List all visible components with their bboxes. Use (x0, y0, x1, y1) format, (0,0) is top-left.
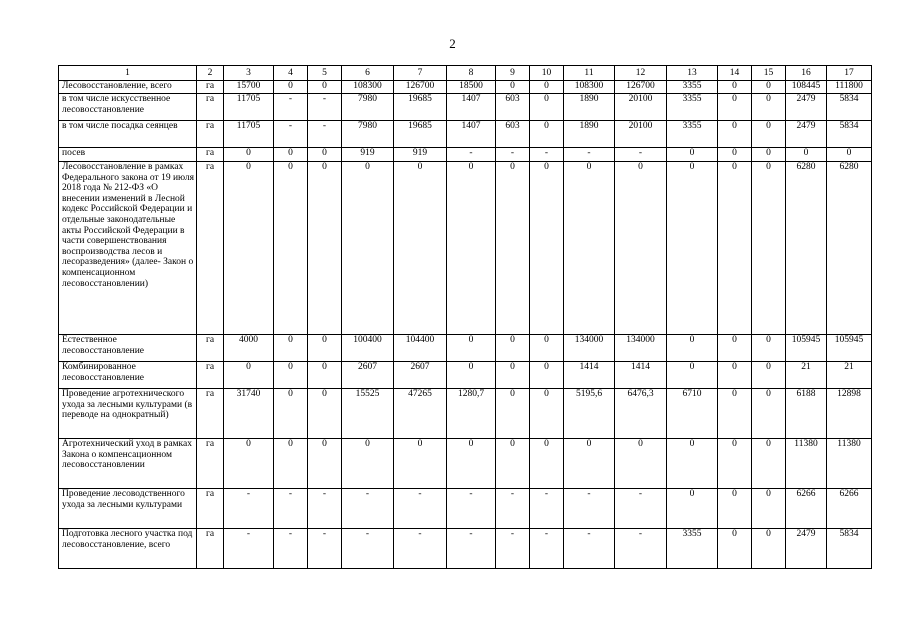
page-number: 2 (449, 36, 456, 51)
value-cell: 0 (564, 439, 615, 489)
value-cell: 0 (496, 389, 530, 439)
value-cell: 0 (447, 335, 496, 362)
value-cell: 0 (752, 81, 786, 94)
value-cell: - (530, 489, 564, 529)
value-cell: 126700 (615, 81, 667, 94)
value-cell: 4000 (224, 335, 274, 362)
value-cell: - (224, 489, 274, 529)
column-header: 6 (342, 66, 394, 81)
value-cell: 100400 (342, 335, 394, 362)
unit-cell: га (197, 439, 224, 489)
value-cell: 105945 (827, 335, 872, 362)
value-cell: - (496, 529, 530, 569)
value-cell: 19685 (394, 121, 447, 148)
value-cell: - (274, 121, 308, 148)
value-cell: 0 (530, 81, 564, 94)
value-cell: - (308, 94, 342, 121)
value-cell: 0 (718, 121, 752, 148)
column-header: 4 (274, 66, 308, 81)
value-cell: - (615, 489, 667, 529)
column-header: 8 (447, 66, 496, 81)
value-cell: 2479 (786, 121, 827, 148)
table-row (59, 121, 872, 148)
value-cell: 1414 (564, 362, 615, 389)
column-header: 17 (827, 66, 872, 81)
value-cell: 108445 (786, 81, 827, 94)
column-header: 1 (59, 66, 197, 81)
value-cell: 0 (752, 362, 786, 389)
value-cell: 0 (752, 529, 786, 569)
value-cell: 19685 (394, 94, 447, 121)
value-cell: 919 (342, 148, 394, 162)
value-cell: 0 (496, 362, 530, 389)
value-cell: - (615, 148, 667, 162)
value-cell: 0 (274, 148, 308, 162)
value-cell: 0 (752, 389, 786, 439)
row-label-cell: Комбинированное лесовосстановление (59, 362, 197, 389)
value-cell: 1890 (564, 94, 615, 121)
unit-cell: га (197, 362, 224, 389)
value-cell: - (274, 489, 308, 529)
value-cell: 0 (224, 362, 274, 389)
unit-cell: га (197, 335, 224, 362)
value-cell: 0 (718, 94, 752, 121)
table-row (59, 362, 872, 389)
row-label-cell: в том числе посадка сеянцев (59, 121, 197, 148)
value-cell: 11705 (224, 121, 274, 148)
value-cell: 0 (752, 439, 786, 489)
column-header: 2 (197, 66, 224, 81)
unit-cell: га (197, 529, 224, 569)
value-cell: 0 (530, 439, 564, 489)
table-row (59, 148, 872, 162)
value-cell: 0 (342, 439, 394, 489)
value-cell: 6710 (667, 389, 718, 439)
value-cell: 104400 (394, 335, 447, 362)
value-cell: - (274, 94, 308, 121)
row-label-cell: Подготовка лесного участка под лесовосстановление, всего (59, 529, 197, 569)
table-row (59, 94, 872, 121)
row-label-cell: Лесовосстановление, всего (59, 81, 197, 94)
value-cell: 15525 (342, 389, 394, 439)
value-cell: 21 (786, 362, 827, 389)
value-cell: - (447, 489, 496, 529)
value-cell: 0 (718, 148, 752, 162)
value-cell: 11380 (827, 439, 872, 489)
table-row (59, 439, 872, 489)
value-cell: - (564, 148, 615, 162)
value-cell: 3355 (667, 81, 718, 94)
value-cell: 0 (615, 439, 667, 489)
value-cell: 0 (447, 162, 496, 335)
value-cell: 0 (718, 529, 752, 569)
value-cell: - (447, 529, 496, 569)
row-label-cell: Проведение агротехнического ухода за лесными культурами (в переводе на однократный) (59, 389, 197, 439)
value-cell: 0 (224, 148, 274, 162)
value-cell: 0 (308, 362, 342, 389)
value-cell: 2607 (342, 362, 394, 389)
value-cell: 5834 (827, 121, 872, 148)
value-cell: 3355 (667, 529, 718, 569)
value-cell: 1407 (447, 94, 496, 121)
value-cell: - (564, 529, 615, 569)
value-cell: 0 (274, 362, 308, 389)
value-cell: 0 (752, 148, 786, 162)
value-cell: - (530, 148, 564, 162)
value-cell: 0 (667, 489, 718, 529)
value-cell: - (274, 529, 308, 569)
column-header: 11 (564, 66, 615, 81)
value-cell: 0 (274, 335, 308, 362)
value-cell: 603 (496, 121, 530, 148)
value-cell: 7980 (342, 94, 394, 121)
value-cell: - (615, 529, 667, 569)
value-cell: - (496, 489, 530, 529)
value-cell: - (308, 121, 342, 148)
value-cell: 11380 (786, 439, 827, 489)
value-cell: 108300 (342, 81, 394, 94)
unit-cell: га (197, 162, 224, 335)
value-cell: 0 (786, 148, 827, 162)
value-cell: 21 (827, 362, 872, 389)
value-cell: 0 (447, 439, 496, 489)
value-cell: 0 (752, 162, 786, 335)
value-cell: 1890 (564, 121, 615, 148)
row-label-cell: посев (59, 148, 197, 162)
table-header-row (59, 66, 872, 81)
value-cell: 6280 (827, 162, 872, 335)
value-cell: 0 (718, 162, 752, 335)
value-cell: 11705 (224, 94, 274, 121)
value-cell: 0 (564, 162, 615, 335)
value-cell: 15700 (224, 81, 274, 94)
value-cell: 3355 (667, 94, 718, 121)
value-cell: 0 (530, 162, 564, 335)
table-row (59, 162, 872, 335)
value-cell: 5834 (827, 529, 872, 569)
value-cell: 0 (667, 148, 718, 162)
value-cell: 0 (308, 439, 342, 489)
value-cell: - (530, 529, 564, 569)
value-cell: 0 (752, 335, 786, 362)
value-cell: 0 (667, 439, 718, 489)
value-cell: 18500 (447, 81, 496, 94)
unit-cell: га (197, 94, 224, 121)
value-cell: - (496, 148, 530, 162)
column-header: 12 (615, 66, 667, 81)
column-header: 10 (530, 66, 564, 81)
column-header: 9 (496, 66, 530, 81)
table-body (59, 81, 872, 569)
value-cell: 0 (308, 148, 342, 162)
value-cell: 0 (718, 362, 752, 389)
value-cell: 0 (752, 121, 786, 148)
value-cell: 0 (308, 162, 342, 335)
row-label-cell: Лесовосстановление в рамках Федерального закона от 19 июля 2018 года № 212-ФЗ «О внесении изменений в Лесной кодекс Российской Федерации и отдельные законодательные акты Российской Федерации в части совершенствования воспроизводства лесов и лесоразведения» (далее- Закон о компенсационном лесовосстановлении) (59, 162, 197, 335)
value-cell: 2479 (786, 94, 827, 121)
unit-cell: га (197, 81, 224, 94)
value-cell: 1414 (615, 362, 667, 389)
value-cell: 1407 (447, 121, 496, 148)
value-cell: 0 (308, 335, 342, 362)
column-header: 13 (667, 66, 718, 81)
value-cell: 0 (615, 162, 667, 335)
value-cell: 31740 (224, 389, 274, 439)
value-cell: 0 (667, 335, 718, 362)
value-cell: 0 (274, 162, 308, 335)
column-header: 5 (308, 66, 342, 81)
value-cell: 134000 (615, 335, 667, 362)
value-cell: - (394, 529, 447, 569)
value-cell: 0 (530, 389, 564, 439)
column-header: 14 (718, 66, 752, 81)
value-cell: 0 (496, 439, 530, 489)
value-cell: 0 (496, 162, 530, 335)
value-cell: 0 (530, 335, 564, 362)
value-cell: - (447, 148, 496, 162)
value-cell: 2607 (394, 362, 447, 389)
value-cell: 0 (530, 362, 564, 389)
value-cell: 6188 (786, 389, 827, 439)
row-label-cell: Проведение лесоводственного ухода за лесными культурами (59, 489, 197, 529)
unit-cell: га (197, 389, 224, 439)
column-header: 15 (752, 66, 786, 81)
value-cell: 0 (394, 439, 447, 489)
value-cell: 0 (718, 81, 752, 94)
value-cell: 12898 (827, 389, 872, 439)
row-label-cell: Естественное лесовосстановление (59, 335, 197, 362)
value-cell: 0 (308, 389, 342, 439)
column-header: 16 (786, 66, 827, 81)
value-cell: 0 (827, 148, 872, 162)
value-cell: 0 (274, 81, 308, 94)
value-cell: 105945 (786, 335, 827, 362)
value-cell: 6476,3 (615, 389, 667, 439)
value-cell: 0 (667, 162, 718, 335)
value-cell: 603 (496, 94, 530, 121)
value-cell: 919 (394, 148, 447, 162)
value-cell: - (224, 529, 274, 569)
value-cell: - (308, 489, 342, 529)
value-cell: - (394, 489, 447, 529)
value-cell: 0 (718, 389, 752, 439)
value-cell: 0 (718, 335, 752, 362)
forest-restoration-table (58, 65, 872, 569)
value-cell: 0 (752, 94, 786, 121)
value-cell: 6266 (827, 489, 872, 529)
value-cell: 0 (496, 335, 530, 362)
value-cell: 0 (718, 439, 752, 489)
value-cell: 2479 (786, 529, 827, 569)
value-cell: - (342, 489, 394, 529)
value-cell: 0 (530, 94, 564, 121)
value-cell: 6280 (786, 162, 827, 335)
value-cell: - (308, 529, 342, 569)
value-cell: 111800 (827, 81, 872, 94)
value-cell: 0 (530, 121, 564, 148)
value-cell: 20100 (615, 121, 667, 148)
value-cell: 108300 (564, 81, 615, 94)
row-label-cell: в том числе искусственное лесовосстановление (59, 94, 197, 121)
unit-cell: га (197, 489, 224, 529)
value-cell: 0 (718, 489, 752, 529)
value-cell: - (564, 489, 615, 529)
table-row (59, 335, 872, 362)
table-row (59, 489, 872, 529)
value-cell: 7980 (342, 121, 394, 148)
value-cell: 0 (752, 489, 786, 529)
value-cell: 0 (274, 439, 308, 489)
value-cell: 5195,6 (564, 389, 615, 439)
value-cell: 0 (447, 362, 496, 389)
table-row (59, 81, 872, 94)
column-header: 7 (394, 66, 447, 81)
value-cell: 3355 (667, 121, 718, 148)
value-cell: 0 (667, 362, 718, 389)
value-cell: 6266 (786, 489, 827, 529)
value-cell: 0 (342, 162, 394, 335)
row-label-cell: Агротехнический уход в рамках Закона о компенсационном лесовосстановлении (59, 439, 197, 489)
value-cell: 0 (496, 81, 530, 94)
value-cell: 1280,7 (447, 389, 496, 439)
unit-cell: га (197, 121, 224, 148)
value-cell: 20100 (615, 94, 667, 121)
value-cell: 126700 (394, 81, 447, 94)
table-row (59, 529, 872, 569)
value-cell: - (342, 529, 394, 569)
unit-cell: га (197, 148, 224, 162)
value-cell: 0 (224, 162, 274, 335)
value-cell: 0 (274, 389, 308, 439)
table-row (59, 389, 872, 439)
column-header: 3 (224, 66, 274, 81)
value-cell: 5834 (827, 94, 872, 121)
value-cell: 134000 (564, 335, 615, 362)
value-cell: 0 (308, 81, 342, 94)
value-cell: 0 (394, 162, 447, 335)
value-cell: 0 (224, 439, 274, 489)
value-cell: 47265 (394, 389, 447, 439)
